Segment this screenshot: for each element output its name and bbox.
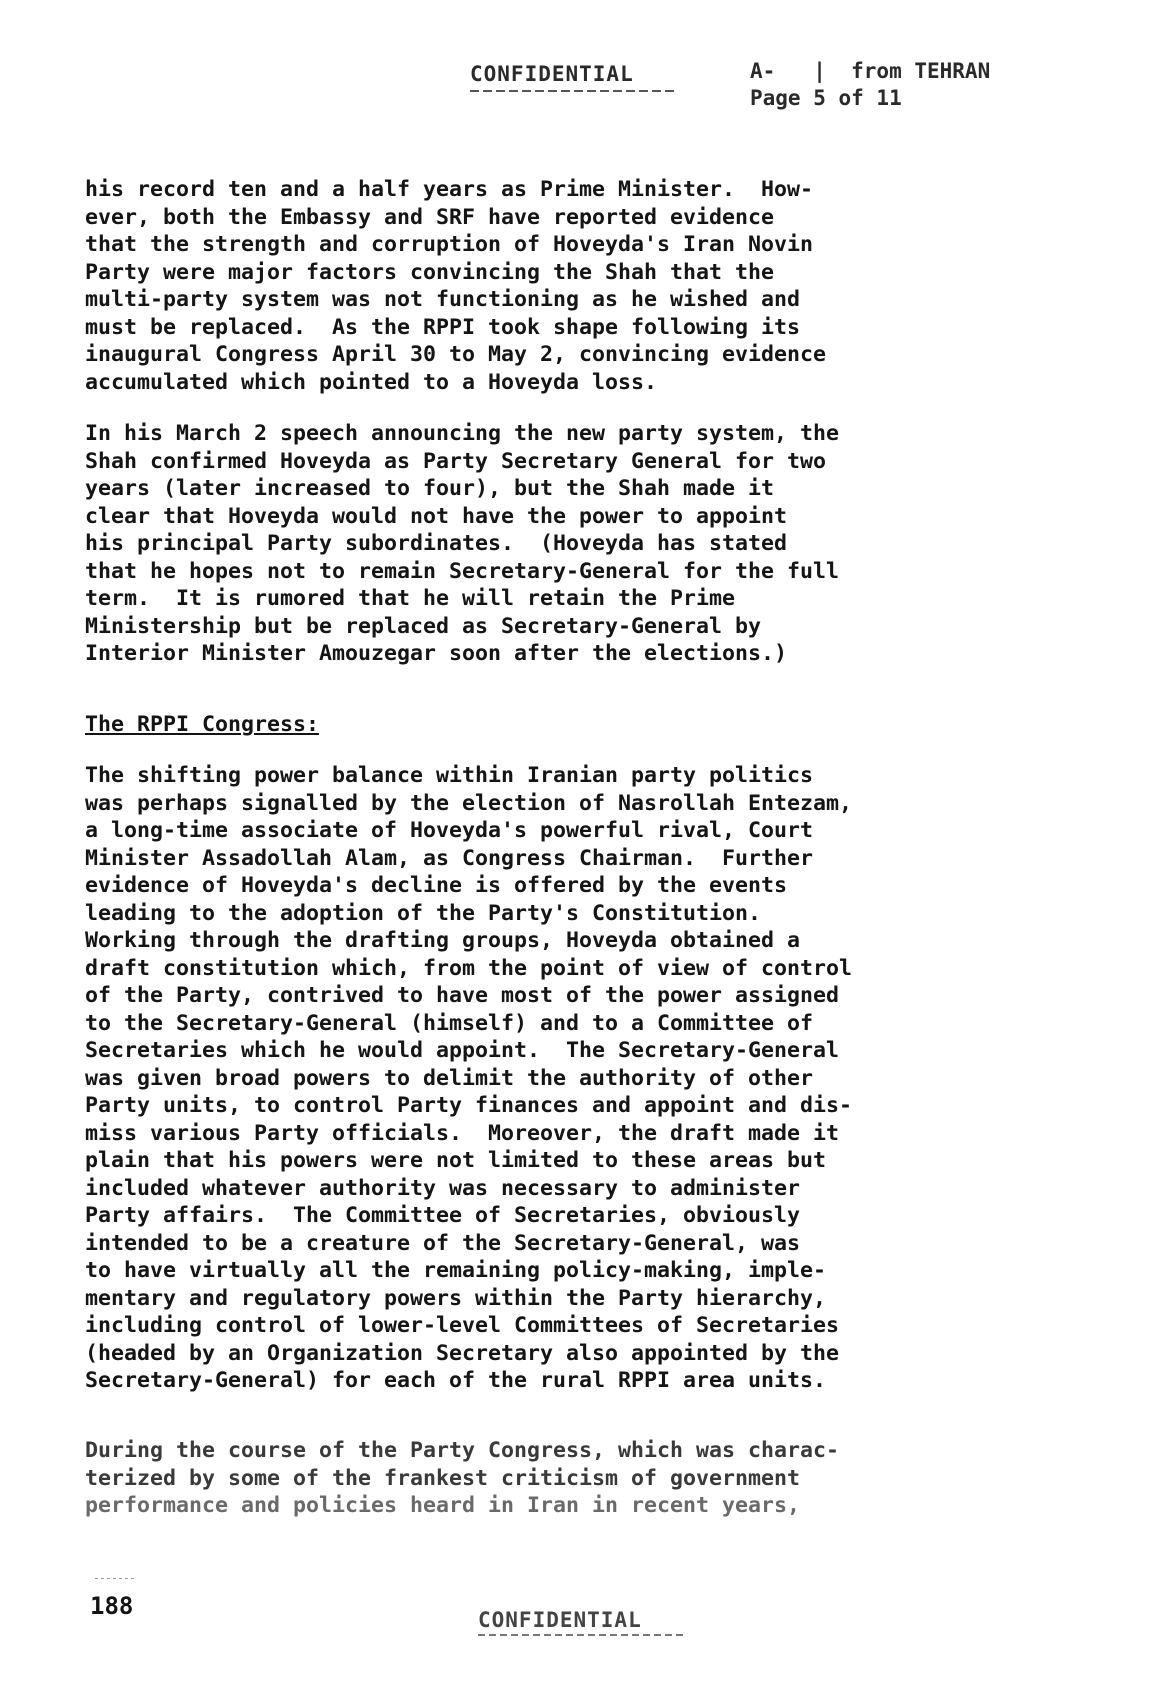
paragraph-3: The shifting power balance within Iranian party politics was perhaps signalled by the election of Nasrollah Entezam, a long-time associate of Hoveyda's powerful rival, Court Minister Assadollah Alam, as Congress Chairman. Further evidence of Hoveyda's decline is offered by the events leading to the adoption of the Party's Constitution. Working through the drafting groups, Hoveyda obtained a draft constitution which, from the point of view of control of the Party, contrived to have most of the power assigned to the Secretary-General (himself) and to a Committee of Secretaries which he would appoint. The Secretary-General was given broad powers to delimit the authority of other Party units, to control Party finances and appoint and dis- miss various Party officials. Moreover, the draft made it plain that his powers were not limited to these areas but included whatever authority was necessary to administer Party affairs. The Committee of Secretaries, obviously intended to be a creature of the Secretary-General, was to have virtually all the remaining policy-making, imple- mentary and regulatory powers within the Party hierarchy, including control of lower-level Committees of Secretaries (headed by an Organization Secretary also appointed by the Secretary-General) for each of the rural RPPI area units.	[85, 763, 853, 1393]
paragraph-4-line-1: During the course of the Party Congress, which was charac-	[85, 1438, 840, 1463]
footer-classification: CONFIDENTIAL	[478, 1608, 642, 1632]
paragraph-1: his record ten and a half years as Prime Minister. How- ever, both the Embassy and SRF have reported evidence that the strength and corruption of Hoveyda's Iran Novin Party were major factors convincing the Shah that the multi-party system was not functioning as he wished and must be replaced. As the RPPI took shape following its inaugural Congress April 30 to May 2, convincing evidence accumulated which pointed to a Hoveyda loss.	[85, 177, 827, 395]
section-heading: The RPPI Congress:	[85, 712, 320, 737]
header-page-count: Page 5 of 11	[750, 86, 902, 110]
page-number: 188	[90, 1592, 134, 1620]
paragraph-4-line-3: performance and policies heard in Iran in recent years,	[85, 1493, 801, 1518]
footer-classification-underline	[478, 1634, 683, 1636]
header-classification: CONFIDENTIAL	[470, 62, 634, 86]
header-reference	[750, 58, 990, 112]
paragraph-4	[85, 1437, 1095, 1520]
paragraph-2: In his March 2 speech announcing the new party system, the Shah confirmed Hoveyda as Party Secretary General for two years (later increased to four), but the Shah made it clear that Hoveyda would not have the power to appoint his principal Party subordinates. (Hoveyda has stated that he hopes not to remain Secretary-General for the full term. It is rumored that he will retain the Prime Ministership but be replaced as Secretary-General by Interior Minister Amouzegar soon after the elections.)	[85, 421, 840, 666]
paragraph-4-line-2: terized by some of the frankest criticism of government	[85, 1465, 801, 1491]
header-classification-underline	[470, 90, 675, 92]
page-number-mark	[95, 1578, 135, 1579]
header-reference-line1: A- | from TEHRAN	[750, 59, 991, 83]
